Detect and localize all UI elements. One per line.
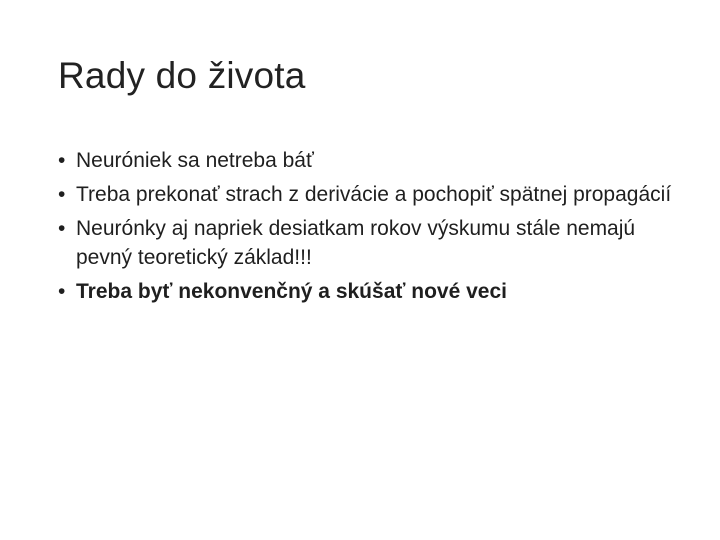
bullet-text: Treba byť nekonvenčný a skúšať nové veci: [76, 280, 507, 303]
bullet-text: Neuróniek sa netreba báť: [76, 149, 314, 172]
bullet-dot-icon: •: [58, 217, 66, 240]
bullet-dot-icon: •: [58, 149, 66, 172]
slide-title: Rady do života: [58, 55, 306, 96]
bullet-dot-icon: •: [58, 183, 66, 206]
bullet-dot-icon: •: [58, 280, 66, 303]
bullet-list: [58, 146, 678, 311]
bullet-item: [58, 277, 678, 306]
bullet-text: Neurónky aj napriek desiatkam rokov výskumu stále nemajú pevný teoretický základ!!!: [76, 217, 636, 269]
bullet-text: Treba prekonať strach z derivácie a pochopiť spätnej propagácií: [76, 183, 672, 206]
bullet-item: [58, 146, 678, 175]
bullet-item: [58, 180, 678, 209]
bullet-item: [58, 214, 678, 272]
